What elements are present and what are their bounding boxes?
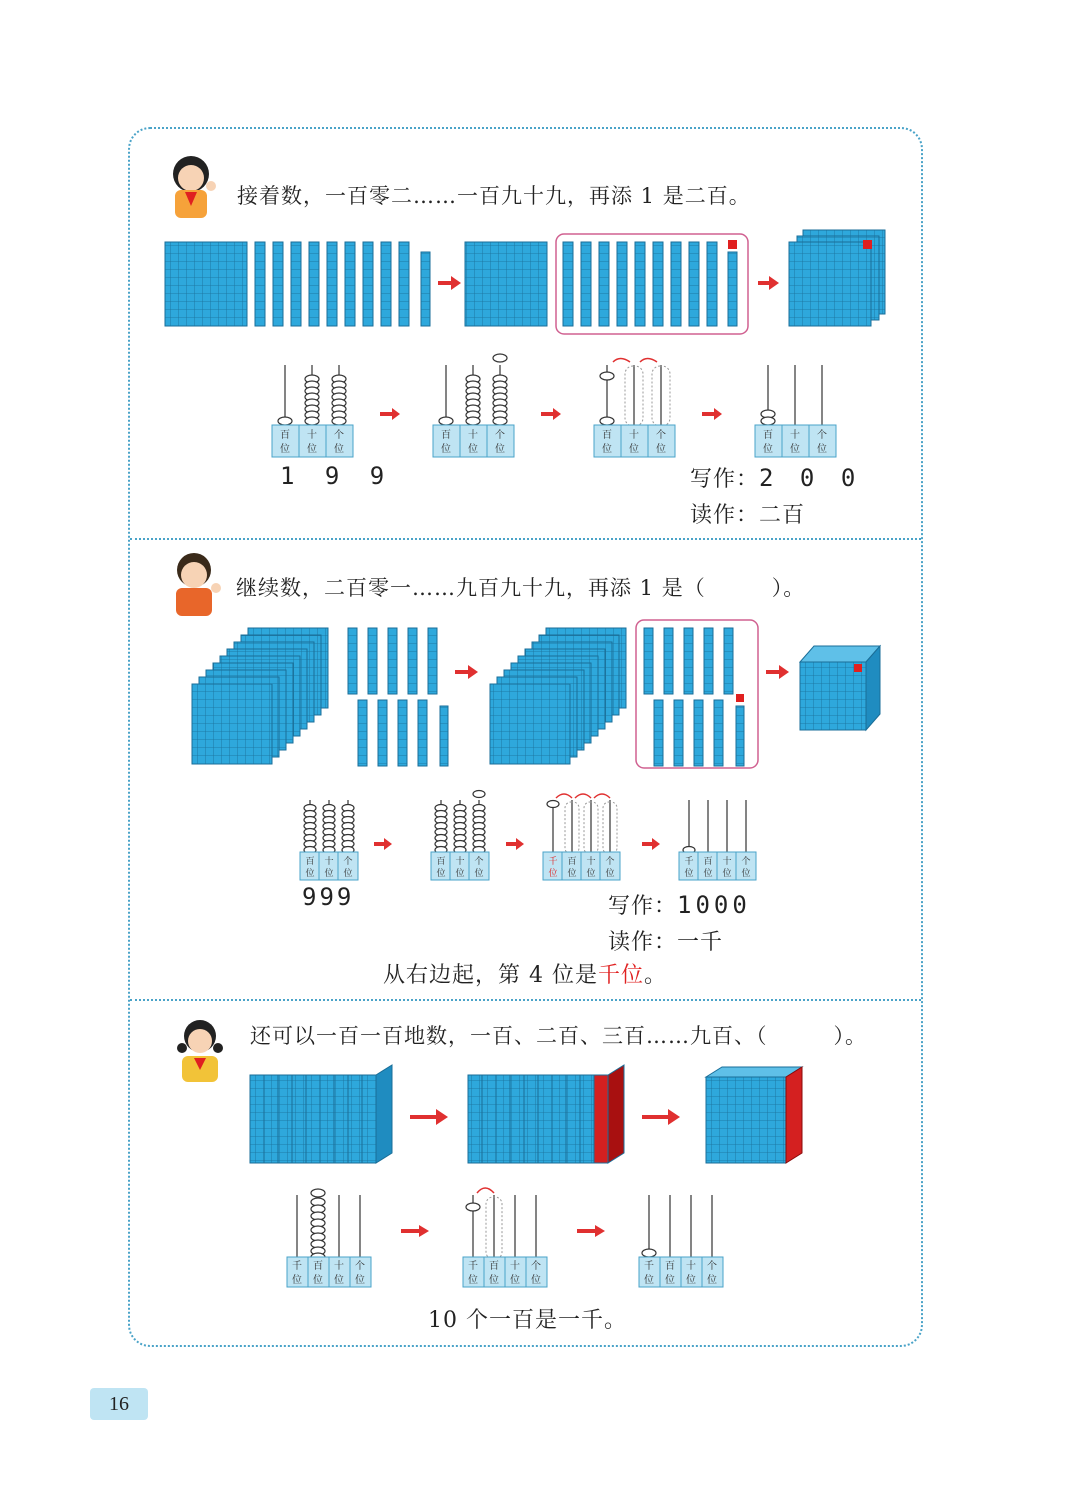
svg-text:位: 位 bbox=[656, 444, 666, 455]
section3-speech: 还可以一百一百地数，一百、二百、三百……九百、（ ）。 bbox=[250, 1024, 867, 1048]
svg-text:百: 百 bbox=[489, 1261, 499, 1272]
svg-text:位: 位 bbox=[313, 1275, 323, 1286]
svg-text:个: 个 bbox=[817, 430, 827, 441]
svg-text:个: 个 bbox=[741, 857, 751, 867]
svg-text:位: 位 bbox=[602, 444, 612, 455]
section2-speech: 继续数，二百零一……九百九十九，再添 1 是（ ）。 bbox=[236, 576, 806, 600]
svg-text:位: 位 bbox=[665, 1275, 675, 1286]
svg-text:十: 十 bbox=[510, 1261, 520, 1272]
svg-text:百: 百 bbox=[280, 430, 290, 441]
write-value: 2 0 0 bbox=[759, 464, 862, 492]
section2-place-value-labels bbox=[296, 852, 776, 882]
svg-text:位: 位 bbox=[343, 869, 353, 879]
svg-text:位: 位 bbox=[763, 444, 773, 455]
svg-text:位: 位 bbox=[722, 869, 732, 879]
svg-text:十: 十 bbox=[334, 1261, 344, 1272]
section2-read-line bbox=[608, 925, 723, 956]
note-prefix: 从右边起，第 4 位是 bbox=[383, 963, 598, 988]
svg-text:位: 位 bbox=[703, 869, 713, 879]
boy-character-icon bbox=[166, 548, 228, 618]
svg-text:十: 十 bbox=[307, 430, 317, 441]
svg-text:位: 位 bbox=[474, 869, 484, 879]
svg-text:十: 十 bbox=[324, 857, 334, 867]
svg-text:百: 百 bbox=[763, 430, 773, 441]
svg-text:十: 十 bbox=[455, 857, 465, 867]
section2-blocks bbox=[190, 620, 890, 770]
svg-text:千: 千 bbox=[548, 857, 558, 867]
write-label: 写作： bbox=[608, 894, 678, 919]
svg-text:百: 百 bbox=[602, 430, 612, 441]
svg-text:位: 位 bbox=[586, 869, 596, 879]
read-label: 读作： bbox=[690, 503, 760, 528]
svg-text:位: 位 bbox=[441, 444, 451, 455]
svg-text:个: 个 bbox=[343, 857, 353, 867]
svg-text:千: 千 bbox=[684, 857, 694, 867]
svg-text:位: 位 bbox=[567, 869, 577, 879]
section1-start-number: 1 9 9 bbox=[280, 462, 393, 490]
svg-text:千: 千 bbox=[468, 1261, 478, 1272]
svg-text:个: 个 bbox=[605, 857, 615, 867]
svg-text:位: 位 bbox=[324, 869, 334, 879]
svg-text:位: 位 bbox=[495, 444, 505, 455]
svg-text:位: 位 bbox=[629, 444, 639, 455]
svg-text:百: 百 bbox=[305, 857, 315, 867]
svg-text:千: 千 bbox=[644, 1261, 654, 1272]
girl-character-icon bbox=[163, 150, 225, 220]
svg-text:位: 位 bbox=[468, 1275, 478, 1286]
svg-text:位: 位 bbox=[686, 1275, 696, 1286]
svg-text:位: 位 bbox=[468, 444, 478, 455]
svg-text:位: 位 bbox=[817, 444, 827, 455]
svg-text:位: 位 bbox=[334, 444, 344, 455]
girl-pigtails-character-icon bbox=[170, 1014, 232, 1084]
svg-text:百: 百 bbox=[313, 1261, 323, 1272]
write-value: 1000 bbox=[677, 891, 751, 919]
read-label: 读作： bbox=[608, 930, 678, 955]
write-label: 写作： bbox=[690, 467, 760, 492]
note-suffix: 。 bbox=[644, 963, 668, 988]
ten-rods bbox=[255, 242, 409, 326]
svg-text:位: 位 bbox=[355, 1275, 365, 1286]
section1-read-line bbox=[690, 498, 805, 529]
svg-text:位: 位 bbox=[707, 1275, 717, 1286]
section-divider bbox=[130, 538, 921, 540]
svg-text:十: 十 bbox=[468, 430, 478, 441]
read-value: 二百 bbox=[759, 503, 806, 528]
svg-text:个: 个 bbox=[355, 1261, 365, 1272]
svg-text:位: 位 bbox=[548, 869, 558, 879]
svg-text:位: 位 bbox=[307, 444, 317, 455]
section2-write-line bbox=[608, 889, 751, 920]
svg-text:位: 位 bbox=[684, 869, 694, 879]
svg-text:百: 百 bbox=[703, 857, 713, 867]
svg-text:个: 个 bbox=[334, 430, 344, 441]
section3-blocks bbox=[248, 1065, 808, 1170]
svg-text:百: 百 bbox=[441, 430, 451, 441]
svg-text:位: 位 bbox=[292, 1275, 302, 1286]
page-number: 16 bbox=[90, 1388, 148, 1420]
svg-text:位: 位 bbox=[741, 869, 751, 879]
svg-text:十: 十 bbox=[790, 430, 800, 441]
svg-text:个: 个 bbox=[474, 857, 484, 867]
svg-text:位: 位 bbox=[790, 444, 800, 455]
svg-text:千: 千 bbox=[292, 1261, 302, 1272]
svg-text:百: 百 bbox=[567, 857, 577, 867]
section1-speech: 接着数，一百零二……一百九十九，再添 1 是二百。 bbox=[237, 184, 751, 208]
svg-text:个: 个 bbox=[656, 430, 666, 441]
section3-place-value-labels bbox=[285, 1257, 735, 1289]
svg-text:个: 个 bbox=[531, 1261, 541, 1272]
section2-start-number: 999 bbox=[302, 883, 355, 911]
svg-text:位: 位 bbox=[644, 1275, 654, 1286]
svg-text:个: 个 bbox=[495, 430, 505, 441]
section3-conclusion: 10 个一百是一千。 bbox=[428, 1308, 627, 1333]
svg-text:位: 位 bbox=[334, 1275, 344, 1286]
svg-text:位: 位 bbox=[489, 1275, 499, 1286]
section1-write-line bbox=[690, 462, 861, 493]
read-value: 一千 bbox=[677, 930, 724, 955]
svg-text:位: 位 bbox=[605, 869, 615, 879]
svg-text:百: 百 bbox=[436, 857, 446, 867]
section2-place-note bbox=[383, 958, 667, 989]
section-divider bbox=[130, 999, 921, 1001]
svg-text:十: 十 bbox=[629, 430, 639, 441]
svg-text:个: 个 bbox=[707, 1261, 717, 1272]
svg-text:百: 百 bbox=[665, 1261, 675, 1272]
svg-text:位: 位 bbox=[455, 869, 465, 879]
note-highlight: 千位 bbox=[597, 963, 644, 988]
svg-text:位: 位 bbox=[305, 869, 315, 879]
svg-text:十: 十 bbox=[686, 1261, 696, 1272]
svg-text:位: 位 bbox=[510, 1275, 520, 1286]
svg-text:十: 十 bbox=[586, 857, 596, 867]
section1-blocks bbox=[163, 230, 903, 340]
svg-text:十: 十 bbox=[722, 857, 732, 867]
svg-text:位: 位 bbox=[280, 444, 290, 455]
svg-text:位: 位 bbox=[436, 869, 446, 879]
section1-place-value-labels bbox=[270, 425, 850, 460]
svg-text:位: 位 bbox=[531, 1275, 541, 1286]
